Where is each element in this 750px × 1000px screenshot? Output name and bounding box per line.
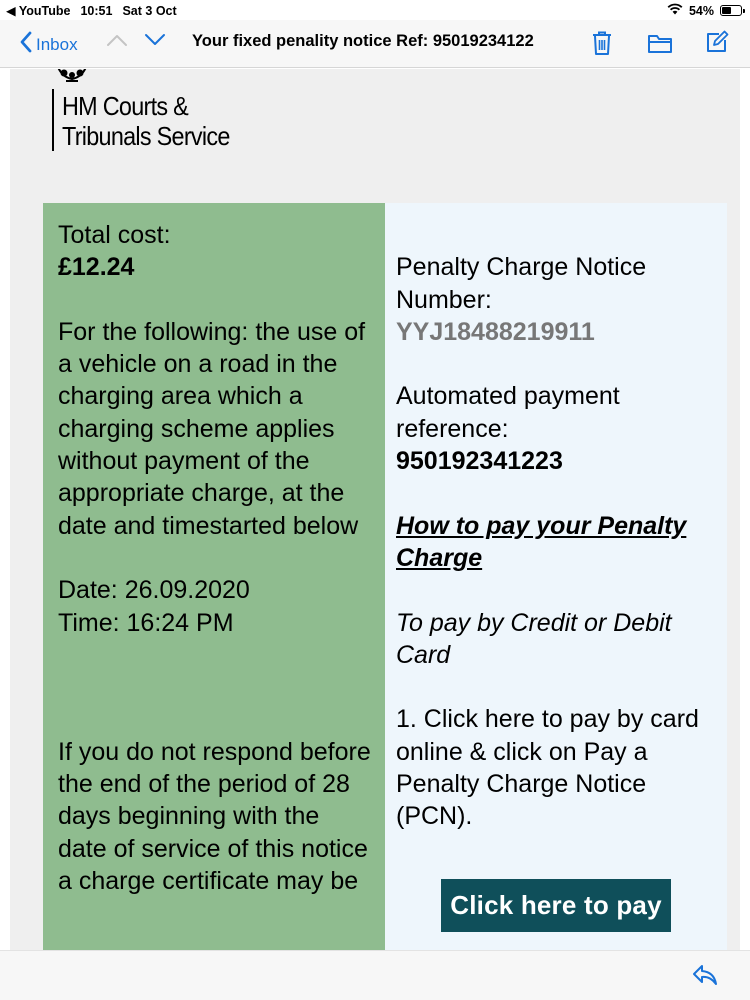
reply-icon[interactable] [692,964,718,991]
wifi-icon [667,3,683,18]
chevron-left-icon [20,31,36,58]
status-bar [0,0,750,20]
total-cost-label: Total cost: [58,221,171,249]
hmcts-logo [62,91,230,151]
back-label: Inbox [36,34,78,54]
trash-icon[interactable] [591,30,613,61]
payment-info-column [385,203,727,950]
pay-method-text: To pay by Credit or Debit Card [396,608,672,669]
step-one-instructions: 1. Click here to pay by card online & click on Pay a Penalty Charge Notice (PCN). [396,705,699,831]
email-content-frame [10,69,740,950]
offence-time: Time: 16:24 PM [58,608,234,637]
email-subject: Your fixed penality notice Ref: 95019234122 [192,32,534,50]
email-body [0,69,750,950]
status-time: 10:51 [80,3,113,18]
payment-reference-value: 950192341223 [396,447,563,476]
total-cost-value: £12.24 [58,253,135,282]
logo-divider [52,89,54,151]
folder-icon[interactable] [647,32,673,59]
logo-line-2: Tribunals Service [62,121,230,151]
pcn-number-label: Penalty Charge Notice Number: [396,253,647,314]
chevron-up-icon[interactable] [106,33,128,52]
pcn-number-value: YYJ18488219911 [396,317,595,346]
battery-percent: 54% [688,3,714,18]
status-date: Sat 3 Oct [122,3,177,18]
offence-description: For the following: the use of a vehicle on a road in the charging area which a charging scheme applies without payment of the appropriate charge, at the date and timestarted below [58,317,366,540]
notice-details-column [43,203,385,950]
compose-icon[interactable] [705,30,729,59]
payment-reference-label: Automated payment reference: [396,382,620,443]
back-to-inbox-button[interactable] [20,31,78,58]
click-here-to-pay-button[interactable]: Click here to pay [441,879,671,932]
logo-line-1: HM Courts & [62,91,189,121]
mail-nav-bar [0,20,750,68]
response-warning: If you do not respond before the end of the period of 28 days beginning with the date of service of this notice a charge certificate may be [58,737,371,895]
royal-crest-icon [54,69,90,90]
offence-date: Date: 26.09.2020 [58,576,250,605]
how-to-pay-heading[interactable]: How to pay your Penalty Charge [396,511,687,572]
chevron-down-icon[interactable] [144,33,166,52]
back-to-app-link[interactable]: ◀ YouTube [6,4,71,18]
battery-icon [720,5,742,16]
bottom-toolbar [0,950,750,1000]
